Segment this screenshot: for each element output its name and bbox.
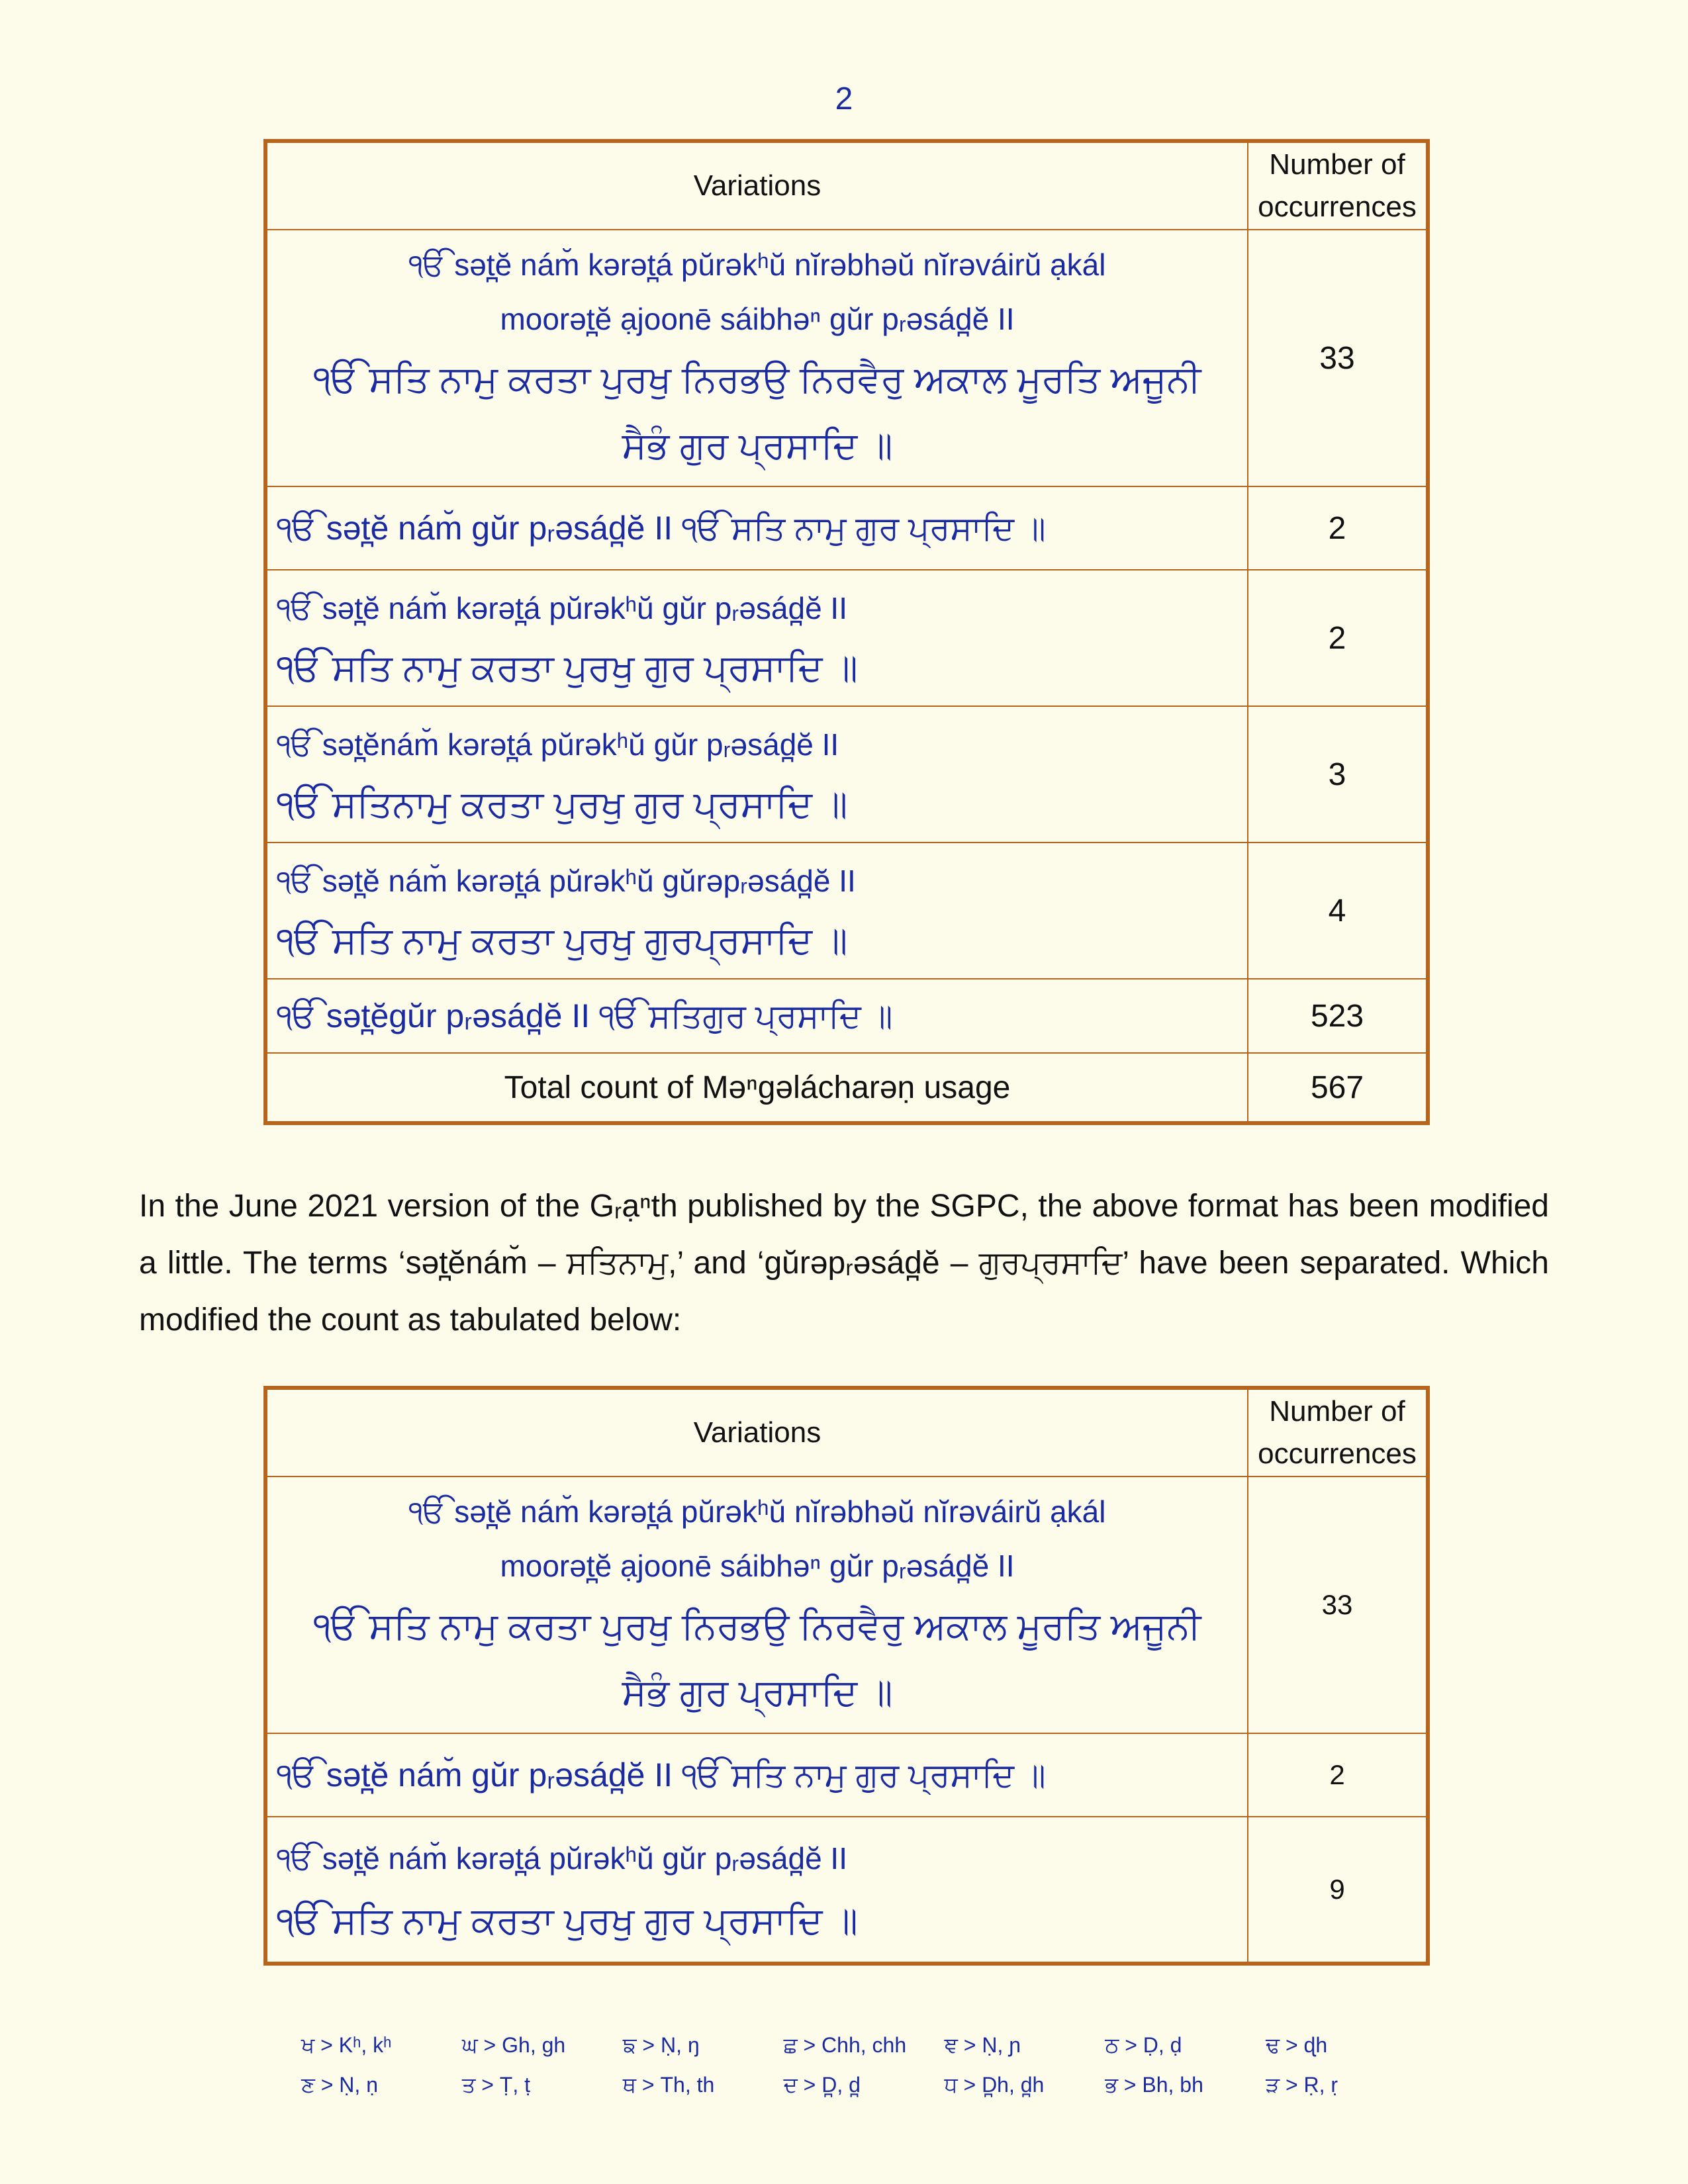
legend-item: ਞ > Ṇ, ɲ [944, 2033, 1021, 2057]
page-number: 2 [835, 81, 853, 116]
table-row [265, 1477, 1428, 1733]
legend-item: ਣ > Ṇ, ṇ [301, 2073, 378, 2097]
table-header-row [265, 1388, 1428, 1477]
table-row [265, 230, 1428, 486]
table-row [265, 979, 1428, 1053]
legend-item: ਢ > ɖh [1266, 2033, 1328, 2057]
translit-line: ੴ sət̪ĕ nám̆ kərət̪á pŭrəkʰŭ nĭrəbhəŭ nĭrəváirŭ ạkál [408, 1494, 1106, 1529]
translit-line: ੴ sət̪ĕ nám̆ kərət̪á pŭrəkʰŭ gŭr pᵣəsád̪ĕ II [277, 591, 847, 625]
header-variations: Variations [265, 1388, 1248, 1477]
translit-line: moorət̪ĕ ạjoonē sáibhəⁿ gŭr pᵣəsád̪ĕ II [500, 1549, 1015, 1583]
variation-line: ੴ sət̪ĕ nám̆ gŭr pᵣəsád̪ĕ II ੴ ਸਤਿ ਨਾਮੁ ਗੁਰ ਪ੍ਰਸਾਦਿ ॥ [277, 1756, 1046, 1794]
header-occurrences: Number of occurrences [1248, 1388, 1428, 1477]
legend-item: ਙ > Ṇ, ŋ [622, 2033, 700, 2057]
gurmukhi-line: ੴ ਸਤਿ ਨਾਮੁ ਕਰਤਾ ਪੁਰਖੁ ਗੁਰ ਪ੍ਰਸਾਦਿ ॥ [277, 1899, 858, 1941]
variation-cell [265, 230, 1248, 486]
body-paragraph: In the June 2021 version of the Gᵣạⁿth published by the SGPC, the above format has been modified a little. The terms ‘sət̪ĕnám̆ – ਸਤਿਨਾਮੁ,’ and ‘gŭrəpᵣəsád̪ĕ – ਗੁਰਪ੍ਰਸਾਦਿ’ have been separated. Which modified the count as tabulated below: [139, 1189, 1549, 1338]
translit-line: ੴ sət̪ĕnám̆ kərət̪á pŭrəkʰŭ gŭr pᵣəsád̪ĕ II [277, 727, 839, 762]
legend-row [301, 2033, 1427, 2058]
gurmukhi-line: ੴ ਸਤਿ ਨਾਮੁ ਕਰਤਾ ਪੁਰਖੁ ਨਿਰਭਉ ਨਿਰਵੈਰੁ ਅਕਾਲ ਮੂਰਤਿ ਅਜੂਨੀ [313, 1605, 1201, 1647]
variation-cell [265, 1733, 1248, 1817]
translit-line: moorət̪ĕ ạjoonē sáibhəⁿ gŭr pᵣəsád̪ĕ II [500, 302, 1015, 336]
occurrence-count: 4 [1248, 842, 1428, 979]
variation-cell [265, 1817, 1248, 1964]
variation-cell [265, 570, 1248, 706]
variation-cell [265, 842, 1248, 979]
legend-item: ਘ > Gh, gh [461, 2033, 566, 2057]
gurmukhi-line: ੴ ਸਤਿ ਨਾਮੁ ਕਰਤਾ ਪੁਰਖੁ ਨਿਰਭਉ ਨਿਰਵੈਰੁ ਅਕਾਲ ਮੂਰਤਿ ਅਜੂਨੀ [313, 358, 1201, 400]
occurrence-count: 33 [1248, 1477, 1428, 1733]
table-row [265, 842, 1428, 979]
occurrence-count: 2 [1248, 570, 1428, 706]
variations-table-2 [263, 1386, 1430, 1966]
variation-cell [265, 486, 1248, 570]
table-row [265, 706, 1428, 842]
occurrence-count: 2 [1248, 486, 1428, 570]
legend-item: ਤ > Ṭ, ṭ [461, 2073, 531, 2097]
total-count: 567 [1248, 1053, 1428, 1123]
variation-cell [265, 979, 1248, 1053]
gurmukhi-line: ਸੈਭੰ ਗੁਰ ਪ੍ਰਸਾਦਿ ॥ [622, 1671, 893, 1713]
gurmukhi-line: ੴ ਸਤਿ ਨਾਮੁ ਕਰਤਾ ਪੁਰਖੁ ਗੁਰ ਪ੍ਰਸਾਦਿ ॥ [277, 647, 858, 688]
legend-row [301, 2073, 1427, 2098]
translit-line: ੴ sət̪ĕ nám̆ kərət̪á pŭrəkʰŭ gŭrəpᵣəsád̪ĕ II [277, 864, 856, 898]
header-occurrences: Number of occurrences [1248, 141, 1428, 230]
table-row [265, 570, 1428, 706]
legend-item: ਖ > Kʰ, kʰ [301, 2033, 392, 2057]
total-label: Total count of Məⁿgəlácharəṇ usage [265, 1053, 1248, 1123]
translit-line: ੴ sət̪ĕ nám̆ kərət̪á pŭrəkʰŭ nĭrəbhəŭ nĭrəváirŭ ạkál [408, 248, 1106, 282]
gurmukhi-line: ੴ ਸਤਿ ਨਾਮੁ ਕਰਤਾ ਪੁਰਖੁ ਗੁਰਪ੍ਰਸਾਦਿ ॥ [277, 919, 848, 961]
occurrence-count: 33 [1248, 230, 1428, 486]
legend-item: ਛ > Chh, chh [783, 2033, 907, 2057]
table-header-row [265, 141, 1428, 230]
translit-line: ੴ sət̪ĕ nám̆ kərət̪á pŭrəkʰŭ gŭr pᵣəsád̪ĕ II [277, 1841, 847, 1876]
variations-table-1 [263, 139, 1430, 1125]
table-row [265, 486, 1428, 570]
variation-line: ੴ sət̪ĕ nám̆ gŭr pᵣəsád̪ĕ II ੴ ਸਤਿ ਨਾਮੁ ਗੁਰ ਪ੍ਰਸਾਦਿ ॥ [277, 509, 1046, 547]
legend-item: ਧ > D̪h, d̪h [944, 2073, 1045, 2097]
total-row [265, 1053, 1428, 1123]
header-variations: Variations [265, 141, 1248, 230]
occurrence-count: 523 [1248, 979, 1428, 1053]
occurrence-count: 3 [1248, 706, 1428, 842]
legend-item: ਭ > Bh, bh [1105, 2073, 1203, 2097]
variation-line: ੴ sət̪ĕgŭr pᵣəsád̪ĕ II ੴ ਸਤਿਗੁਰ ਪ੍ਰਸਾਦਿ ॥ [277, 997, 893, 1034]
table-row [265, 1733, 1428, 1817]
occurrence-count: 2 [1248, 1733, 1428, 1817]
legend-item: ਠ > Ḍ, ḍ [1105, 2033, 1182, 2057]
legend-item: ਥ > Th, th [622, 2073, 715, 2097]
variation-cell [265, 706, 1248, 842]
occurrence-count: 9 [1248, 1817, 1428, 1964]
variation-cell [265, 1477, 1248, 1733]
legend-item: ੜ > Ṛ, ṛ [1266, 2073, 1338, 2097]
gurmukhi-line: ਸੈਭੰ ਗੁਰ ਪ੍ਰਸਾਦਿ ॥ [622, 424, 893, 466]
gurmukhi-line: ੴ ਸਤਿਨਾਮੁ ਕਰਤਾ ਪੁਰਖੁ ਗੁਰ ਪ੍ਰਸਾਦਿ ॥ [277, 783, 848, 825]
table-row [265, 1817, 1428, 1964]
legend-item: ਦ > D̪, d̪ [783, 2073, 861, 2097]
transliteration-legend [301, 2033, 1427, 2098]
